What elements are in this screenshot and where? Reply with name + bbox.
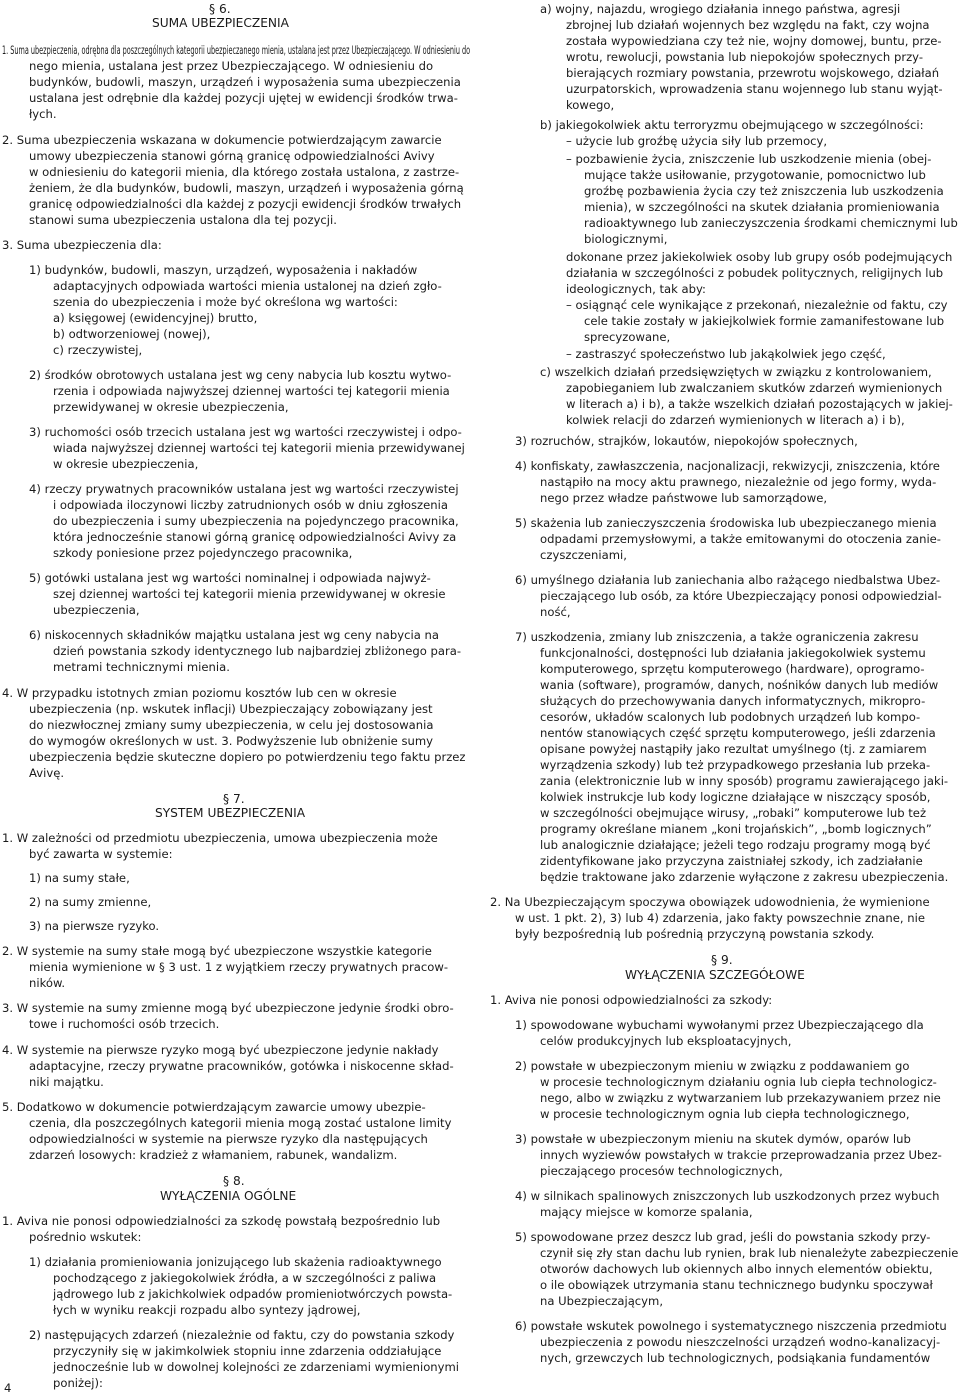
text-line: przewidywanej w okresie ubezpieczenia, [53, 400, 289, 414]
text-line: sprecyzowane, [584, 330, 671, 344]
text-line: 1) na sumy stałe, [29, 871, 130, 885]
text-line: metrami technicznymi mienia. [53, 660, 230, 674]
text-line: w okresie ubezpieczenia, [53, 457, 199, 471]
text-line: adaptacyjnych odpowiada wartości mienia ustalonej na dzień zgło- [53, 279, 442, 293]
text-line: w procesie technologicznym ognia lub ciepła technologicznego, [540, 1107, 910, 1121]
text-line: groźbę pozbawienia życia czy też zniszczenia lub uszkodzenia [584, 184, 944, 198]
text-line: do ubezpieczenia i sumy ubezpieczenia na pojedynczego pracownika, [53, 514, 459, 528]
text-line: 1) spowodowane wybuchami wywołanymi przez Ubezpieczającego dla [515, 1018, 924, 1032]
text-line: cele takie zostały w jakiejkolwiek formie zamanifestowane lub [584, 314, 945, 328]
text-line: szenia do ubezpieczenia i może być określona wg wartości: [53, 295, 398, 309]
text-line: ubezpieczenia z powodu nieszczelności urządzeń wodno-kanalizacyj- [540, 1335, 941, 1349]
text-line: nastąpiło na mocy aktu prawnego, niezależnie od jego formy, wyda- [540, 475, 937, 489]
text-line: innych wyziewów powstałych w trakcie przeprowadzania przez Ubez- [540, 1148, 942, 1162]
text-line: żeniem, że dla budynków, budowli, maszyn, urządzeń i wyposażenia górną [29, 181, 464, 195]
text-line: – zastraszyć społeczeństwo lub jakąkolwiek jego część, [566, 347, 886, 361]
text-line: czyszczeniami, [540, 548, 627, 562]
text-line: ustalana jest odrębnie dla każdej pozycji ujętej w ewidencji środków trwa- [29, 91, 458, 105]
text-line: adaptacyjne, rzeczy prywatne pracowników, gotówka i niskocenne skład- [29, 1059, 454, 1073]
text-line: komputerowego, sprzętu komputerowego (hardware), oprogramo- [540, 662, 925, 676]
text-line: zbrojnej lub działań wojennych bez względu na fakt, czy wojna [566, 18, 930, 32]
text-line: być zawarta w systemie: [29, 847, 173, 861]
text-line: w literach a) i b), a także wszelkich działań pozostających w jakiej- [566, 397, 953, 411]
text-line: b) jakiegokolwiek aktu terroryzmu obejmującego w szczególności: [540, 118, 924, 132]
text-line: zdarzeń losowych: kradzież z włamaniem, rabunek, wandalizm. [29, 1148, 398, 1162]
text-line: ników. [29, 976, 66, 990]
section-heading: WYŁĄCZENIA OGÓLNE [160, 1189, 297, 1203]
text-line: c) rzeczywistej, [53, 343, 143, 357]
text-line: ideologicznych, tak aby: [566, 282, 706, 296]
text-line: 4. W przypadku istotnych zmian poziomu kosztów lub cen w okresie [2, 686, 397, 700]
text-line: pośrednio wskutek: [29, 1230, 142, 1244]
text-line: 1. Aviva nie ponosi odpowiedzialności za szkody: [490, 993, 773, 1007]
text-line: 2. Na Ubezpieczającym spoczywa obowiązek udowodnienia, że wymienione [490, 895, 930, 909]
text-line: szkody poniesione przez pojedynczego pracownika, [53, 546, 353, 560]
text-line: poniżej): [53, 1376, 103, 1390]
text-line: łych. [29, 107, 57, 121]
text-line: niki majątku. [29, 1075, 104, 1089]
text-line: ność, [540, 605, 571, 619]
text-line: mający miejsce w komorze spalania, [540, 1205, 753, 1219]
text-line: dokonane przez jakiekolwiek osoby lub grupy osób podejmujących [566, 250, 953, 264]
text-line: były bezpośrednią lub pośrednią przyczyną powstania szkody. [515, 927, 875, 941]
section-heading: § 9. [711, 953, 733, 967]
text-line: 1. Suma ubezpieczenia, odrębna dla poszczególnych kategorii ubezpieczanego mienia, ustalana jest przez Ubezpieczającego. W odniesieniu do [2, 43, 471, 57]
text-line: 1) budynków, budowli, maszyn, urządzeń, wyposażenia i nakładów [29, 263, 418, 277]
section-heading: WYŁĄCZENIA SZCZEGÓŁOWE [625, 968, 805, 982]
text-line: 4) w silnikach spalinowych zniszczonych lub uszkodzonych przez wybuch [515, 1189, 940, 1203]
text-line: biologicznymi, [584, 232, 668, 246]
text-line: 4. W systemie na pierwsze ryzyko mogą być ubezpieczone jedynie nakłady [2, 1043, 439, 1057]
text-line: nego, albo w związku z wytwarzaniem lub przekazywaniem przez nie [540, 1091, 941, 1105]
text-line: 5) spowodowane przez deszcz lub grad, jeśli do powstania szkody przy- [515, 1230, 931, 1244]
text-line: 5. Dodatkowo w dokumencie potwierdzającym zawarcie umowy ubezpie- [2, 1100, 426, 1114]
text-line: lub analogicznie działające; jeżeli tego rodzaju programy mogą być [540, 838, 931, 852]
text-line: 3) na pierwsze ryzyko. [29, 919, 160, 933]
text-line: zidentyfikowane jako przyczyna zaistniałej szkody, ich zadziałanie [540, 854, 923, 868]
text-line: 6) niskocennych składników majątku ustalana jest wg ceny nabycia na [29, 628, 439, 642]
text-line: otworów dachowych lub okiennych albo innych elementów obiektu, [540, 1262, 933, 1276]
text-line: programy określane mianem „koni trojańskich”, „bomb logicznych” [540, 822, 932, 836]
text-line: mujące także usiłowanie, przygotowanie, pomocnictwo lub [584, 168, 926, 182]
text-line: łych w wyniku reakcji rozpadu albo syntezy jądrowej, [53, 1303, 361, 1317]
text-line: – pozbawienie życia, zniszczenie lub uszkodzenie mienia (obej- [566, 152, 932, 166]
text-line: 5) gotówki ustalana jest wg wartości nominalnej i odpowiada najwyż- [29, 571, 431, 585]
section-heading: § 6. [209, 2, 231, 16]
text-line: 1) działania promieniowania jonizującego lub skażenia radioaktywnego [29, 1255, 442, 1269]
text-line: – użycie lub groźbę użycia siły lub przemocy, [566, 134, 828, 148]
text-line: umowy ubezpieczenia stanowi górną granicę odpowiedzialności Avivy [29, 149, 435, 163]
text-line: 2) na sumy zmienne, [29, 895, 152, 909]
text-line: czynił się zły stan dachu lub rynien, brak lub nienależyte zabezpieczenie [540, 1246, 959, 1260]
text-line: 3. W systemie na sumy zmienne mogą być ubezpieczone jedynie środki obro- [2, 1001, 454, 1015]
text-line: 3) powstałe w ubezpieczonym mieniu na skutek dymów, oparów lub [515, 1132, 911, 1146]
text-line: mienia), w szczególności na skutek działania promieniowania [584, 200, 940, 214]
text-line: uzurpatorskich, wprowadzenia stanu wojennego lub stanu wyjąt- [566, 82, 943, 96]
text-line: 2) środków obrotowych ustalana jest wg ceny nabycia lub kosztu wytwo- [29, 368, 452, 382]
text-line: szej dziennej wartości tej kategorii mienia przewidywanej w okresie [53, 587, 446, 601]
text-line: 6) umyślnego działania lub zaniechania albo rażącego niedbalstwa Ubez- [515, 573, 941, 587]
section-heading: § 7. [223, 792, 245, 806]
text-line: 1. W zależności od przedmiotu ubezpieczenia, umowa ubezpieczenia może [2, 831, 438, 845]
text-line: 5) skażenia lub zanieczyszczenia środowiska lub ubezpieczanego mienia [515, 516, 937, 530]
text-line: czenia, dla poszczególnych kategorii mienia mogą zostać ustalone limity [29, 1116, 452, 1130]
text-line: nego przez władze państwowe lub samorządowe, [540, 491, 828, 505]
text-line: w procesie technologicznym działaniu ognia lub ciepła technologicz- [540, 1075, 937, 1089]
text-line: celów produkcyjnych lub eksploatacyjnych, [540, 1034, 792, 1048]
text-line: ubezpieczenia, [53, 603, 140, 617]
text-line: na Ubezpieczającym, [540, 1294, 664, 1308]
text-line: bierających rozmiary powstania, przewrotu wojskowego, działań [566, 66, 940, 80]
text-line: 3) ruchomości osób trzecich ustalana jest wg wartości rzeczywistej i odpo- [29, 425, 462, 439]
section-heading: SYSTEM UBEZPIECZENIA [155, 806, 306, 820]
text-line: zapobieganiem lub zwalczaniem skutków zdarzeń wymienionych [566, 381, 943, 395]
text-line: nego mienia, ustalana jest przez Ubezpieczającego. W odniesieniu do [29, 59, 434, 73]
text-line: odpadami przemysłowymi, a także emitowanymi do otoczenia zanie- [540, 532, 941, 546]
section-heading: SUMA UBEZPIECZENIA [152, 16, 289, 30]
text-line: cesorów, układów scalonych lub podobnych urządzeń lub kompo- [540, 710, 921, 724]
text-line: działania w szczególności z pobudek politycznych, religijnych lub [566, 266, 944, 280]
text-line: budynków, budowli, maszyn, urządzeń i wyposażenia suma ubezpieczenia [29, 75, 461, 89]
text-line: o ile obowiązek utrzymania stanu technicznego budynku spoczywał [540, 1278, 933, 1292]
text-line: zania (elektronicznie lub w inny sposób) programu zawierającego jaki- [540, 774, 949, 788]
text-line: 7) uszkodzenia, zmiany lub zniszczenia, a także ograniczenia zakresu [515, 630, 919, 644]
text-line: nentów stanowiących część sprzętu komputerowego, jeśli zdarzenia [540, 726, 936, 740]
text-line: c) wszelkich działań przedsięwziętych w związku z kontrolowaniem, [540, 365, 932, 379]
text-line: granicę odpowiedzialności dla każdej z pozycji ewidencji środków trwałych [29, 197, 462, 211]
text-line: przyczyniły się w jakimkolwiek stopniu inne zdarzenia oddziałujące [53, 1344, 442, 1358]
text-line: kolwiek relacji do zdarzeń wymienionych w literach a) i b), [566, 413, 905, 427]
text-line: dzień powstania szkody identycznego lub najbardziej zbliżonego para- [53, 644, 462, 658]
text-line: 3) rozruchów, strajków, lokautów, niepokojów społecznych, [515, 434, 858, 448]
text-line: do wymogów określonych w ust. 3. Podwyższenie lub obniżenie sumy [29, 734, 434, 748]
text-line: jądrowego lub z jakichkolwiek odpadów promieniotwórczych powsta- [53, 1287, 453, 1301]
text-line: wiada najwyższej dziennej wartości tej kategorii mienia przewidywanej [53, 441, 465, 455]
text-line: 2) następujących zdarzeń (niezależnie od faktu, czy do powstania szkody [29, 1328, 455, 1342]
text-line: rzenia i odpowiada najwyższej dziennej wartości tej kategorii mienia [53, 384, 450, 398]
text-line: – osiągnąć cele wynikające z przekonań, niezależnie od faktu, czy [566, 298, 948, 312]
text-line: ubezpieczenia (np. wskutek inflacji) Ubezpieczający zobowiązany jest [29, 702, 433, 716]
text-line: 6) powstałe wskutek powolnego i systematycznego niszczenia przedmiotu [515, 1319, 947, 1333]
text-line: i odpowiada iloczynowi liczby zatrudnionych osób w dniu zgłoszenia [53, 498, 448, 512]
text-line: a) księgowej (ewidencyjnej) brutto, [53, 311, 258, 325]
text-line: kowego, [566, 98, 615, 112]
text-line: będzie traktowane jako zdarzenie wyłączone z zakresu ubezpieczenia. [540, 870, 949, 884]
text-line: 3. Suma ubezpieczenia dla: [2, 238, 162, 252]
text-line: a) wojny, najazdu, wrogiego działania innego państwa, agresji [540, 2, 901, 16]
section-heading: § 8. [223, 1174, 245, 1188]
text-line: pochodzącego z jakiegokolwiek źródła, a w szczególności z paliwa [53, 1271, 437, 1285]
text-line: 4) rzeczy prywatnych pracowników ustalana jest wg wartości rzeczywistej [29, 482, 459, 496]
text-line: w szczególności obejmujące wirusy, „robaki” komputerowe lub też [540, 806, 927, 820]
text-line: 2. W systemie na sumy stałe mogą być ubezpieczone wszystkie kategorie [2, 944, 432, 958]
text-line: ubezpieczenia będzie skuteczne dopiero po potwierdzeniu tego faktu przez [29, 750, 466, 764]
text-line: jednocześnie lub w dowolnej kolejności ze zdarzeniami wymienionymi [53, 1360, 460, 1374]
text-line: wania (software), programów, danych, nośników danych lub mediów [540, 678, 939, 692]
text-line: która jednocześnie stanowi górną granicę odpowiedzialności Avivy za [53, 530, 457, 544]
text-line: funkcjonalności, dostępności lub działania jakiegokolwiek systemu [540, 646, 926, 660]
text-line: Avivę. [29, 766, 65, 780]
text-line: pieczającego procesów technologicznych, [540, 1164, 783, 1178]
text-line: wrotu, rewolucji, powstania lub niepokojów społecznych przy- [566, 50, 924, 64]
page-number: 4 [4, 1381, 12, 1395]
text-line: kolwiek instrukcje lub kody logiczne działające w niszczący sposób, [540, 790, 931, 804]
text-line: w ust. 1 pkt. 2), 3) lub 4) zdarzenia, jako fakty powszechnie znane, nie [515, 911, 925, 925]
text-line: wyrządzenia szkody) lub też przypadkowego przesłania lub przeka- [540, 758, 931, 772]
text-line: opisane powyżej nastąpiły jako rezultat umyślnego (tj. z zamiarem [540, 742, 927, 756]
text-line: b) odtworzeniowej (nowej), [53, 327, 211, 341]
text-line: stanowi suma ubezpieczenia ustalona dla tej pozycji. [29, 213, 337, 227]
text-line: w odniesieniu do kategorii mienia, dla którego została ustalona, z zastrze- [29, 165, 460, 179]
text-line: radioaktywnego lub zanieczyszczenia środkami chemicznymi lub [584, 216, 958, 230]
text-line: do niezwłocznej zmiany sumy ubezpieczenia, w celu jej dostosowania [29, 718, 434, 732]
text-line: mienia wymienione w § 3 ust. 1 z wyjątkiem rzeczy prywatnych pracow- [29, 960, 449, 974]
text-line: nych, grzewczych lub technologicznych, podsiąkania fundamentów [540, 1351, 931, 1365]
text-line: 4) konfiskaty, zawłaszczenia, nacjonalizacji, rekwizycji, zniszczenia, które [515, 459, 940, 473]
text-line: 2) powstałe w ubezpieczonym mieniu w związku z poddawaniem go [515, 1059, 910, 1073]
text-line: 1. Aviva nie ponosi odpowiedzialności za szkodę powstałą bezpośrednio lub [2, 1214, 441, 1228]
text-line: służących do przechowywania danych informatycznych, mikropro- [540, 694, 926, 708]
text-line: odpowiedzialności w systemie na pierwsze ryzyko dla następujących [29, 1132, 428, 1146]
text-line: towe i ruchomości osób trzecich. [29, 1017, 220, 1031]
text-line: została wypowiedziana czy też nie, wojny domowej, buntu, prze- [566, 34, 942, 48]
text-line: 2. Suma ubezpieczenia wskazana w dokumencie potwierdzającym zawarcie [2, 133, 442, 147]
text-line: pieczającego lub osób, za które Ubezpieczający ponosi odpowiedzial- [540, 589, 942, 603]
